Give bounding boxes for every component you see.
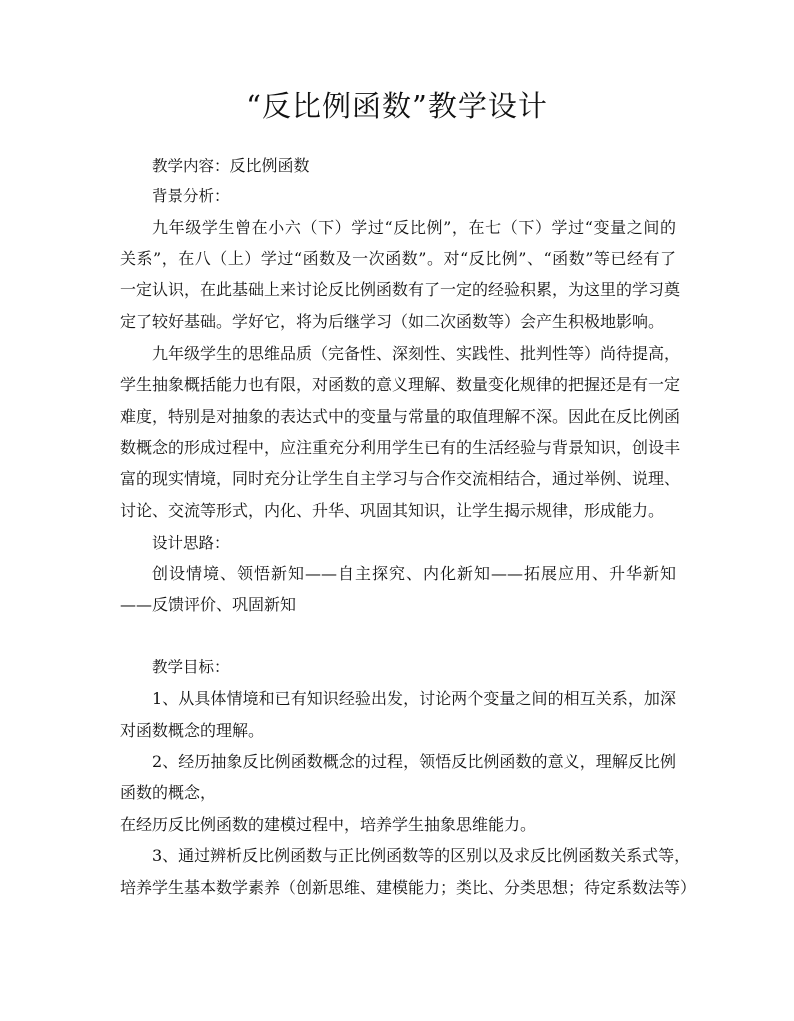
background-para1-line: 一定认识，在此基础上来讨论反比例函数有了一定的经验积累，为这里的学习奠	[120, 280, 681, 299]
background-para2-line: 九年级学生的思维品质（完备性、深刻性、实践性、批判性等）尚待提高，	[152, 344, 681, 363]
goal-line: 在经历反比例函数的建模过程中，培养学生抽象思维能力。	[120, 815, 537, 834]
design-text-line: 创设情境、领悟新知——自主探究、内化新知——拓展应用、升华新知	[152, 564, 676, 583]
goals-label: 教学目标：	[152, 658, 230, 676]
goal-line: 2、经历抽象反比例函数概念的过程，领悟反比例函数的意义，理解反比例	[152, 752, 676, 771]
background-para2-line: 学生抽象概括能力也有限，对函数的意义理解、数量变化规律的把握还是有一定	[120, 375, 681, 394]
goal-line: 3、通过辨析反比例函数与正比例函数等的区别以及求反比例函数关系式等，	[152, 846, 691, 865]
background-para1-line: 定了较好基础。学好它，将为后继学习（如二次函数等）会产生积极地影响。	[120, 312, 665, 331]
content-value: 反比例函数	[229, 156, 310, 175]
background-para1-line: 关系”，在八（上）学过“函数及一次函数”。对“反比例”、“函数”等已经有了	[120, 249, 676, 268]
goal-line: 1、从具体情境和已有知识经验出发，讨论两个变量之间的相互关系，加深	[152, 689, 676, 708]
content-row	[152, 155, 310, 177]
background-para2-line: 讨论、交流等形式，内化、升华、巩固其知识，让学生揭示规律，形成能力。	[120, 501, 665, 520]
design-text-line: ——反馈评价、巩固新知	[120, 595, 297, 614]
goal-line: 培养学生基本数学素养（创新思维、建模能力；类比、分类思想；待定系数法等）	[120, 878, 697, 897]
background-para2-line: 难度，特别是对抽象的表达式中的变量与常量的取值理解不深。因此在反比例函	[120, 407, 681, 426]
background-para1-line: 九年级学生曾在小六（下）学过“反比例”，在七（下）学过“变量之间的	[152, 218, 676, 237]
document-title: “反比例函数”教学设计	[246, 89, 548, 123]
design-label: 设计思路：	[152, 534, 230, 552]
background-label: 背景分析：	[152, 187, 230, 205]
background-para2-line: 富的现实情境，同时充分让学生自主学习与合作交流相结合，通过举例、说理、	[120, 469, 681, 488]
background-para2-line: 数概念的形成过程中，应注重充分利用学生已有的生活经验与背景知识，创设丰	[120, 438, 681, 457]
content-label: 教学内容：	[152, 157, 230, 175]
goal-line: 函数的概念，	[120, 783, 217, 802]
goal-line: 对函数概念的理解。	[120, 721, 265, 740]
